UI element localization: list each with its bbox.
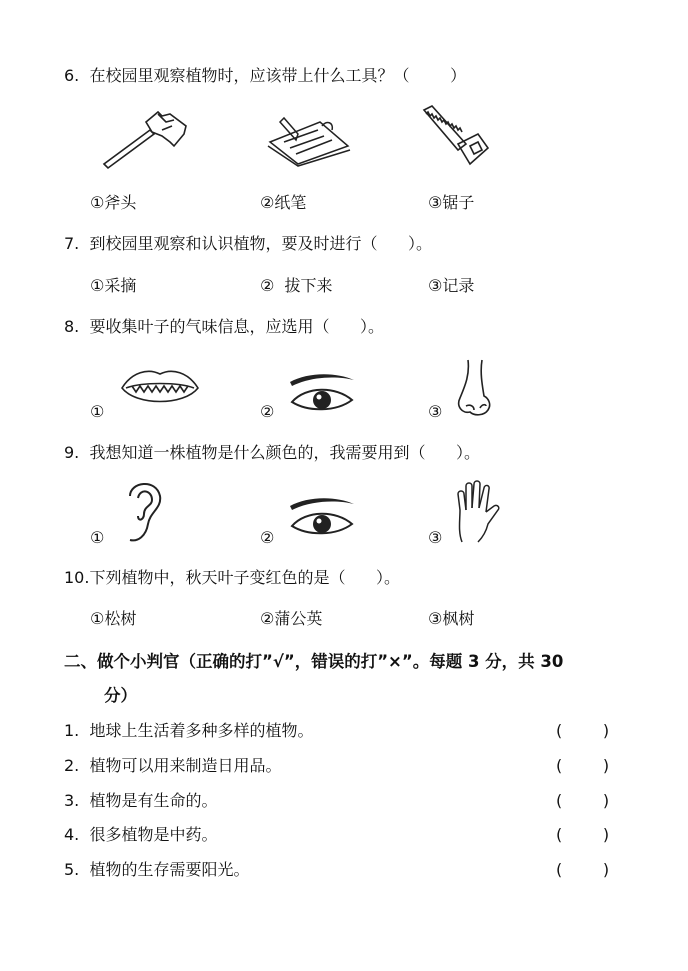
q6-option-3: ③锯子 (428, 193, 475, 212)
answer-blank-1[interactable]: ( ) (556, 721, 610, 740)
q8-option-2: ② (260, 402, 275, 421)
eye-icon (286, 496, 358, 540)
judge-item-1: 1. 地球上生活着多种多样的植物。 (64, 721, 314, 740)
q9-option-1: ① (90, 528, 105, 547)
q6-option-2: ②纸笔 (260, 193, 307, 212)
ear-icon (120, 478, 164, 546)
q9-option-3: ③ (428, 528, 443, 547)
question-9-text: 9. 我想知道一株植物是什么颜色的，我需要用到（ ）。 (64, 443, 480, 462)
axe-icon (100, 108, 192, 170)
q10-option-2: ②蒲公英 (260, 609, 323, 628)
q8-option-3: ③ (428, 402, 443, 421)
q10-option-1: ①松树 (90, 609, 137, 628)
judge-item-2: 2. 植物可以用来制造日用品。 (64, 756, 282, 775)
judge-item-3: 3. 植物是有生命的。 (64, 791, 218, 810)
judge-item-5: 5. 植物的生存需要阳光。 (64, 860, 250, 879)
saw-icon (420, 104, 492, 170)
answer-blank-3[interactable]: ( ) (556, 791, 610, 810)
question-7-text: 7. 到校园里观察和认识植物，要及时进行（ ）。 (64, 234, 432, 253)
section-2-heading-cont: 分） (104, 686, 137, 705)
answer-blank-2[interactable]: ( ) (556, 756, 610, 775)
answer-blank-5[interactable]: ( ) (556, 860, 610, 879)
judge-item-4: 4. 很多植物是中药。 (64, 825, 218, 844)
question-8-text: 8. 要收集叶子的气味信息，应选用（ ）。 (64, 317, 384, 336)
eye-icon (286, 372, 358, 416)
q7-option-1: ①采摘 (90, 276, 137, 295)
paper-pen-icon (262, 112, 358, 168)
section-2-heading: 二、做个小判官（正确的打”√”，错误的打”×”。每题 3 分，共 30 (64, 652, 564, 671)
nose-icon (454, 358, 494, 418)
q9-option-2: ② (260, 528, 275, 547)
question-10-text: 10.下列植物中，秋天叶子变红色的是（ ）。 (64, 568, 400, 587)
q8-option-1: ① (90, 402, 105, 421)
q6-option-1: ①斧头 (90, 193, 137, 212)
mouth-icon (118, 366, 202, 410)
q7-option-3: ③记录 (428, 276, 475, 295)
hand-icon (452, 480, 502, 546)
q7-option-2: ② 拔下来 (260, 276, 333, 295)
q10-option-3: ③枫树 (428, 609, 475, 628)
question-6-text: 6. 在校园里观察植物时，应该带上什么工具？（ ） (64, 66, 467, 85)
answer-blank-4[interactable]: ( ) (556, 825, 610, 844)
